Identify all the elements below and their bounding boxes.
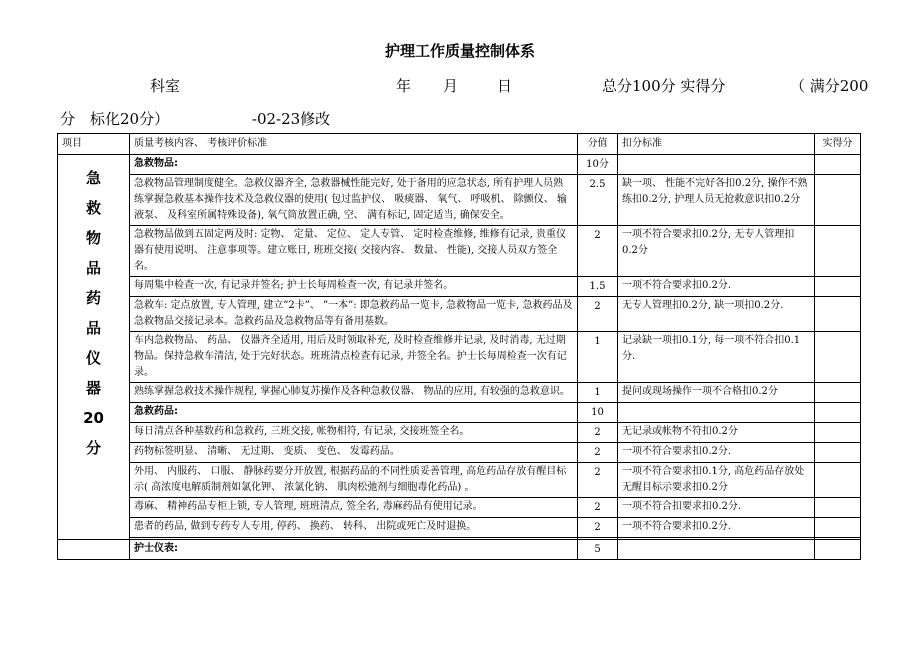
score-cell: 2 [578,498,618,518]
section-title: 急救物品: [130,155,578,175]
table-row [58,175,861,226]
total-score-label: 总分100分 实得分 [602,77,726,95]
score-cell: 2 [578,226,618,277]
deduction-cell: 记录缺一项扣0.1分, 每一项不符合扣0.1分. [618,332,815,383]
score-cell: 1.5 [578,277,618,297]
full-score-label: （ 满分200 [790,77,869,95]
standardized-score-label: 分 标化20分） [60,110,170,128]
content-cell: 患者的药品, 做到专药专人专用, 停药、 换药、 转科、 出院或死亡及时退换。 [130,518,578,538]
table-row [58,403,861,423]
deduction-cell: 提问或现场操作一项不合格扣0.2分 [618,383,815,403]
content-cell: 每日清点各种基数药和急救药, 三班交接, 帐物相符, 有记录, 交接班签全名。 [130,423,578,443]
table-row [58,226,861,277]
header-deduction: 扣分标准 [618,134,815,155]
section-title: 护士仪表: [130,540,578,560]
actual-score-cell [815,443,861,463]
category-char: 品 [85,319,101,337]
deduction-cell: 一项不符合扣要求扣0.2分. [618,498,815,518]
actual-score-cell [815,383,861,403]
content-cell: 急救车: 定点放置, 专人管理, 建立”2卡”、 ”一本”: 即急救药品一览卡, 急救物品一览卡, 急救药品及急救物品交接记录本。急救药品及急救物品等有备用基数。 [130,297,578,332]
table-row [58,540,861,560]
actual-score-cell [815,540,861,560]
category-char: 20 [83,409,104,427]
category-char: 物 [85,229,101,247]
score-cell: 10分 [578,155,618,175]
document-title: 护理工作质量控制体系 [384,42,535,60]
header-project: 项目 [58,134,130,155]
revision-date: -02-23修改 [251,110,331,128]
content-cell: 外用、 内服药、 口服、 静脉药要分开放置, 根据药品的不同性质妥善管理, 高危药品存放有醒目标示( 高浓度电解质制剂如氯化钾、 浓氯化钠、 肌肉松弛剂与细胞毒化药品) 。 [130,463,578,498]
deduction-cell: 一项不符合要求扣0.2分. [618,277,815,297]
actual-score-cell [815,332,861,383]
department-label: 科室 [150,77,181,95]
content-cell: 毒麻、 精神药品专柜上锁, 专人管理, 班班清点, 签全名, 毒麻药品有使用记录。 [130,498,578,518]
deduction-cell [618,540,815,560]
category-char: 品 [85,259,101,277]
day-label: 日 [497,77,513,95]
table-row [58,155,861,175]
deduction-cell: 一项不符合要求扣0.2分. [618,518,815,538]
content-cell: 车内急救物品、 药品、 仪器齐全适用, 用后及时领取补充, 及时检查维修并记录, 及时消毒, 无过期物品。保持急救车清洁, 处于完好状态。班班清点检查有记录, 并签全名。护士长每周检查一次有记录。 [130,332,578,383]
actual-score-cell [815,155,861,175]
deduction-cell [618,155,815,175]
score-cell: 2 [578,443,618,463]
score-cell: 10 [578,403,618,423]
header-content: 质量考核内容、 考核评价标准 [130,134,578,155]
score-cell: 2 [578,463,618,498]
category-char: 救 [85,199,101,217]
table-row [58,518,861,538]
score-cell: 2 [578,297,618,332]
score-cell: 5 [578,540,618,560]
month-label: 月 [443,77,459,95]
header-actual: 实得分 [815,134,861,155]
table-row [58,297,861,332]
header-info-line-2 [60,108,330,129]
category-char: 药 [85,289,101,307]
content-cell: 急救物品做到五固定两及时: 定物、 定量、 定位、 定人专管、 定时检查维修, 维修有记录, 贵重仪器有使用说明、 注意事项等。建立账日, 班班交接( 交接内容、 数量、 性能), 交接人员双方签全名。 [130,226,578,277]
deduction-cell: 无记录或帐物不符扣0.2分 [618,423,815,443]
actual-score-cell [815,518,861,538]
actual-score-cell [815,498,861,518]
actual-score-cell [815,423,861,443]
header-info-line [0,75,920,95]
content-cell: 熟练掌握急救技术操作规程, 掌握心肺复苏操作及各种急救仪器、 物品的应用, 有较强的急救意识。 [130,383,578,403]
year-label: 年 [396,77,412,95]
table-row [58,423,861,443]
content-cell: 药物标签明显、 清晰、 无过期、 变质、 变色、 发霉药品。 [130,443,578,463]
category-char: 分 [85,439,101,457]
actual-score-cell [815,463,861,498]
table-header-row [58,134,861,155]
table-row [58,443,861,463]
deduction-cell: 一项不符合要求扣0.1分, 高危药品存放处无醒目标示要求扣0.2分 [618,463,815,498]
table-row [58,277,861,297]
actual-score-cell [815,226,861,277]
score-cell: 1 [578,383,618,403]
score-cell: 2 [578,518,618,538]
table-row [58,332,861,383]
deduction-cell: 缺一项、 性能不完好各扣0.2分, 操作不熟练扣0.2分, 护理人员无抢救意识扣0.2分 [618,175,815,226]
table-row [58,463,861,498]
score-cell: 2 [578,423,618,443]
deduction-cell: 无专人管理扣0.2分, 缺一项扣0.2分. [618,297,815,332]
category-char: 仪 [85,349,101,367]
deduction-cell: 一项不符合要求扣0.2分, 无专人管理扣0.2分 [618,226,815,277]
deduction-cell: 一项不符合要求扣0.2分. [618,443,815,463]
actual-score-cell [815,403,861,423]
table-row [58,498,861,518]
content-cell: 急救物品管理制度健全。急救仪器齐全, 急救器械性能完好, 处于备用的应急状态, 所有护理人员熟练掌握急救基本操作技术及急救仪器的使用( 包过监护仪、 吸痰器、 氧气、 呼吸机、 除颤仪、 输液泵、 及科室所属特殊设备), 氧气筒放置正确, 空、 满有标记, 固定适当, 确保安全。 [130,175,578,226]
quality-control-table [57,133,861,560]
actual-score-cell [815,175,861,226]
header-score: 分值 [578,134,618,155]
content-cell: 每周集中检查一次, 有记录并签名; 护士长每周检查一次, 有记录并签名。 [130,277,578,297]
category-cell-empty [58,540,130,560]
deduction-cell [618,403,815,423]
category-char: 急 [85,169,101,187]
category-char: 器 [85,379,101,397]
score-cell: 1 [578,332,618,383]
table-row [58,383,861,403]
actual-score-cell [815,297,861,332]
actual-score-cell [815,277,861,297]
section-title: 急救药品: [130,403,578,423]
score-cell: 2.5 [578,175,618,226]
category-cell [58,155,130,540]
